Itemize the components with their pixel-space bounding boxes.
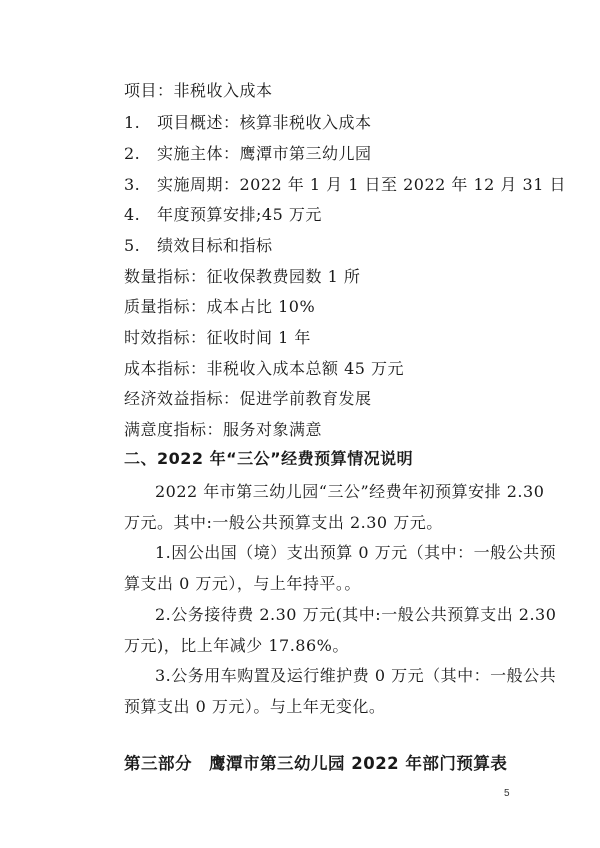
section2-heading: 二、2022 年“三公”经费预算情况说明 xyxy=(124,449,414,468)
indicator-cost: 成本指标：非税收入成本总额 45 万元 xyxy=(124,359,405,378)
section2-item2-line1: 2.公务接待费 2.30 万元(其中:一般公共预算支出 2.30 xyxy=(155,605,557,624)
section2-item1-line2: 算支出 0 万元），与上年持平。。 xyxy=(124,574,361,593)
page-number: 5 xyxy=(504,788,510,799)
project-item-2 xyxy=(124,144,372,164)
section2-item2-line2: 万元)，比上年减少 17.86%。 xyxy=(124,636,349,655)
indicator-quantity: 数量指标：征收保教费园数 1 所 xyxy=(124,267,361,286)
item-number: 5. xyxy=(124,236,141,255)
item-text: 实施周期：2022 年 1 月 1 日至 2022 年 12 月 31 日 xyxy=(157,175,566,194)
section2-para1-line1: 2022 年市第三幼儿园“三公”经费年初预算安排 2.30 xyxy=(155,482,545,501)
item-text: 年度预算安排;45 万元 xyxy=(157,205,322,224)
section2-item3-line1: 3.公务用车购置及运行维护费 0 万元（其中：一般公共 xyxy=(155,666,557,685)
indicator-satisfaction: 满意度指标：服务对象满意 xyxy=(124,420,323,439)
item-number: 4. xyxy=(124,205,141,224)
project-item-5 xyxy=(124,236,273,256)
project-item-4 xyxy=(124,205,322,225)
indicator-quality: 质量指标：成本占比 10% xyxy=(124,297,316,316)
item-number: 1. xyxy=(124,113,141,132)
project-title: 项目：非税收入成本 xyxy=(124,81,273,100)
item-text: 项目概述：核算非税收入成本 xyxy=(157,113,372,132)
indicator-economic-benefit: 经济效益指标：促进学前教育发展 xyxy=(124,389,372,408)
item-number: 2. xyxy=(124,144,141,163)
project-item-3 xyxy=(124,175,566,195)
indicator-timeliness: 时效指标：征收时间 1 年 xyxy=(124,328,311,347)
item-text: 实施主体：鹰潭市第三幼儿园 xyxy=(157,144,372,163)
project-item-1 xyxy=(124,113,372,133)
item-text: 绩效目标和指标 xyxy=(157,236,273,255)
section2-para1-line2: 万元。其中:一般公共预算支出 2.30 万元。 xyxy=(124,513,443,532)
section3-heading: 第三部分 鹰潭市第三幼儿园 2022 年部门预算表 xyxy=(124,754,508,773)
section2-item1-line1: 1.因公出国（境）支出预算 0 万元（其中：一般公共预 xyxy=(155,543,557,562)
item-number: 3. xyxy=(124,175,141,194)
section2-item3-line2: 预算支出 0 万元）。与上年无变化。 xyxy=(124,697,386,716)
